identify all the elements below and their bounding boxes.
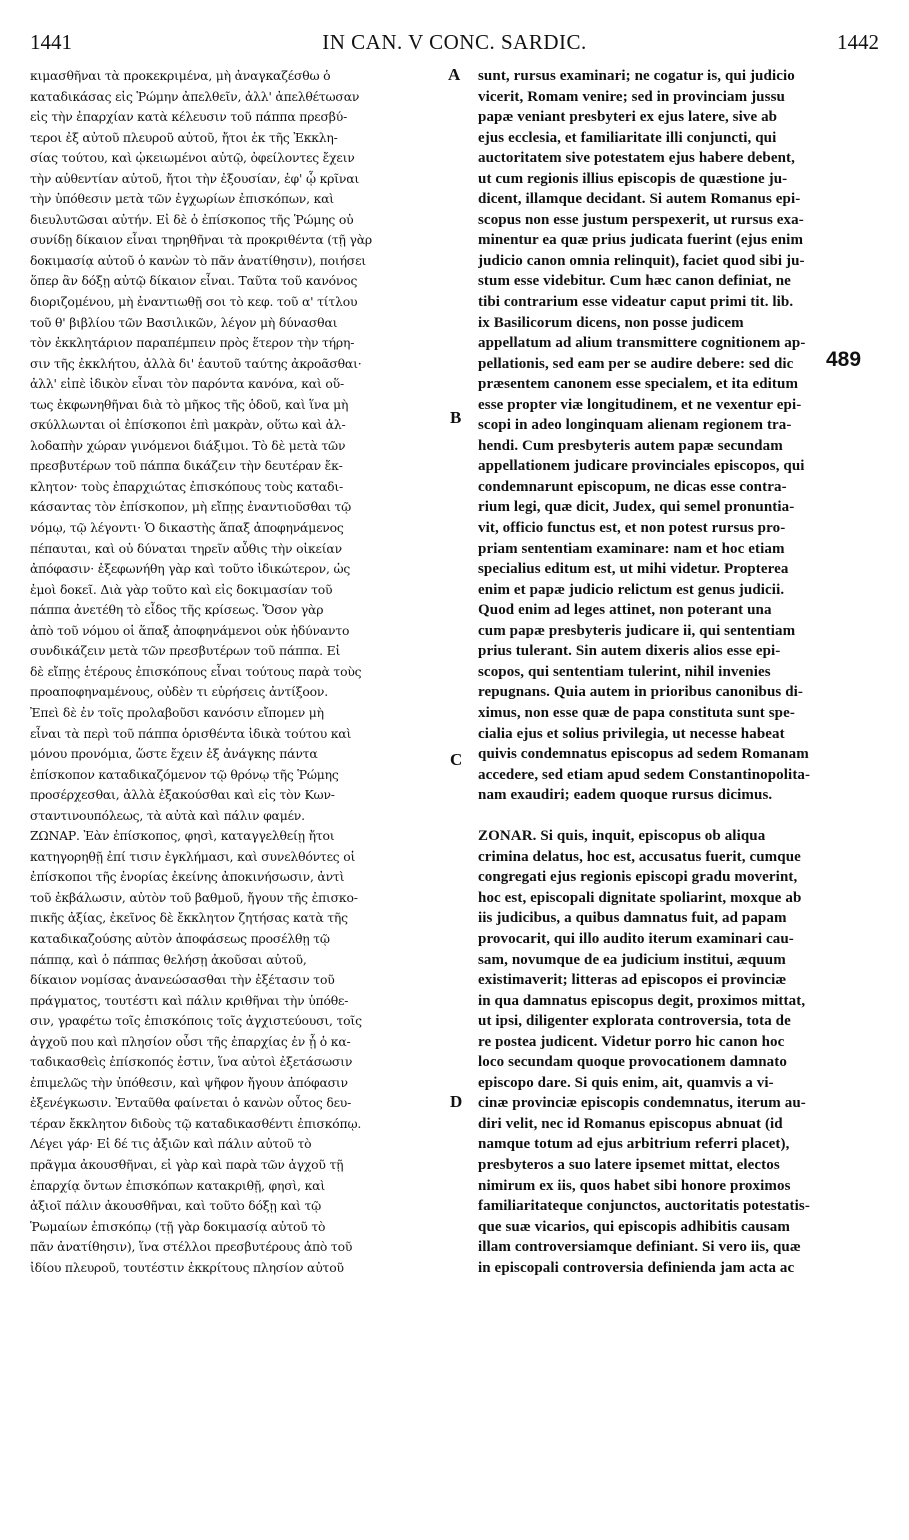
latin-text-line: Quod enim ad leges attinet, non poterant una <box>478 602 772 619</box>
latin-text-line: prius tulerant. Sin autem dixeris alios esse epi- <box>478 643 781 660</box>
latin-text-line: scopi in adeo longinquam alienam regionem tra- <box>478 417 792 434</box>
latin-text-line: appellationem judicare provinciales episcopos, qui <box>478 458 805 475</box>
greek-text-line: τὴν ὑπόθεσιν μετὰ τῶν ἐγχωρίων ἐπισκόπων, καὶ <box>30 191 334 207</box>
greek-text-line: Ῥωμαίων ἐπισκόπῳ (τῇ γὰρ δοκιμασίᾳ αὐτοῦ τὸ <box>30 1218 326 1234</box>
greek-text-line: ἐπαρχίᾳ ὄντων ἐπισκόπων κατακριθῇ, φησὶ, καὶ <box>30 1177 326 1193</box>
greek-text-line: λοδαπὴν χώραν γινόμενοι διάξιμοι. Τὸ δὲ μετὰ τῶν <box>30 437 346 453</box>
latin-text-line: tibi contrarium esse videatur caput primi tit. lib. <box>478 294 794 311</box>
greek-text-line: ἀγχοῦ που καὶ πλησίον οὖσι τῆς ἐπαρχίας ἐν ᾗ ὁ κα- <box>30 1033 351 1049</box>
greek-text-line: ἀλλ' εἰπὲ ἰδικὸν εἶναι τὸν παρόντα κανόνα, καὶ οὕ- <box>30 376 344 392</box>
latin-text-line: ix Basilicorum dicens, non posse judicem <box>478 314 744 331</box>
latin-text-line: ZONAR. Si quis, inquit, episcopus ob aliqua <box>478 828 766 845</box>
greek-text-line: τεροι ἐξ αὐτοῦ πλευροῦ αὐτοῦ, ἤτοι ἐκ τῆς Ἐκκλη- <box>30 129 338 145</box>
greek-text-line: Ἐπεὶ δὲ ἐν τοῖς προλαβοῦσι κανόσιν εἴπομεν μὴ <box>30 704 324 720</box>
greek-text-line: πέπαυται, καὶ οὐ δύναται τηρεῖν αὖθις τὴν οἰκείαν <box>30 540 342 556</box>
latin-text-line: existimaverit; litteras ad episcopos ei provinciæ <box>478 972 787 989</box>
page-number-right: 1442 <box>837 30 879 54</box>
greek-text-line: τοῦ θ' βιβλίου τῶν Βασιλικῶν, λέγον μὴ δύνασθαι <box>30 314 338 330</box>
latin-text-line: vit, officio functus est, et non potest rursus pro- <box>478 520 786 537</box>
latin-text-line: illam controversiamque definiant. Si vero iis, quæ <box>478 1239 801 1256</box>
greek-text-line: πάππᾳ, καὶ ὁ πάππας θελήσῃ ἀκοῦσαι αὐτοῦ, <box>30 951 307 967</box>
greek-text-line: σιν, γραφέτω τοῖς ἐπισκόποις τοῖς ἀγχιστεύουσι, τοῖς <box>30 1013 362 1029</box>
latin-text-line: in episcopali controversia definienda jam acta ac <box>478 1259 795 1276</box>
latin-text-line: specialius editum est, ut mihi videtur. Propterea <box>478 561 789 578</box>
greek-text-line: κλητον· τοὺς ἐπαρχιώτας ἐπισκόπους τοὺς καταδι- <box>30 478 343 494</box>
greek-text-line: εἶναι τὰ περὶ τοῦ πάππα ὁρισθέντα ἰδικὰ τούτου καὶ <box>30 725 352 741</box>
latin-text-line: cum papæ presbyteris judicare ii, qui sententiam <box>478 622 796 639</box>
greek-text-line: ἀπὸ τοῦ νόμου οἱ ἅπαξ ἀποφηνάμενοι οὐκ ἠδύναντο <box>30 622 350 638</box>
latin-text-line: pellationis, sed eam per se audire debere: sed dic <box>478 355 794 372</box>
latin-text-line: sunt, rursus examinari; ne cogatur is, qui judicio <box>478 68 795 84</box>
greek-text-line: ἐπίσκοποι τῆς ἐνορίας ἐκείνης ἀποκινήσωσιν, ἀντὶ <box>30 869 345 885</box>
running-title: IN CAN. V CONC. SARDIC. <box>322 30 587 54</box>
page-number-left: 1441 <box>30 30 72 54</box>
greek-text-line: κιμασθῆναι τὰ προκεκριμένα, μὴ ἀναγκαζέσθω ὁ <box>30 68 331 83</box>
greek-text-line: συνίδῃ δίκαιον εἶναι τηρηθῆναι τὰ προκριθέντα (τῇ γὰρ <box>30 232 372 248</box>
margin-marker-c: C <box>450 750 463 769</box>
greek-text-line: δὲ εἴπῃς ἑτέρους ἐπισκόπους εἶναι τούτους παρὰ τοὺς <box>30 663 362 679</box>
latin-text-line: repugnans. Quia autem in prioribus canonibus di- <box>478 684 804 701</box>
greek-text-line: δίκαιον νομίσας ἀνανεώσασθαι τὴν ἐξέτασιν τοῦ <box>30 972 335 988</box>
margin-marker-b: B <box>450 408 462 427</box>
greek-text-line: διοριζομένου, μὴ ἐναντιωθῇ σοι τὸ κεφ. τοῦ α' τίτλου <box>30 294 358 310</box>
latin-text-column <box>478 66 882 1516</box>
latin-text-line: minentur ea quæ prius judicata fuerint (ejus enim <box>478 232 804 249</box>
greek-text-line: κατηγορηθῇ ἐπί τισιν ἐγκλήμασι, καὶ συνελθόντες οἱ <box>30 848 356 864</box>
latin-text-line: priam sententiam examinare: nam et hoc etiam <box>478 540 785 557</box>
greek-text-line: πᾶν ἀνατίθησιν), ἵνα στέλλοι πρεσβυτέρους ἀπὸ τοῦ <box>30 1239 353 1255</box>
greek-text-line: ταδικασθεὶς ἐπίσκοπός ἐστιν, ἵνα αὐτοὶ ἐξετάσωσιν <box>30 1054 353 1070</box>
latin-text-line: dicent, illamque decidant. Si autem Romanus epi- <box>478 191 801 208</box>
greek-text-line: ὅπερ ἂν δόξῃ αὐτῷ δίκαιον εἶναι. Ταῦτα τοῦ κανόνος <box>30 273 358 289</box>
latin-text-line: re postea judicent. Videtur porro hic canon hoc <box>478 1033 785 1050</box>
latin-text-line: enim et papæ judicio relictum est genus judicii. <box>478 581 785 598</box>
greek-text-line: σκύλλωνται οἱ ἐπίσκοποι ἐπὶ μακρὰν, οὕτω καὶ ἀλ- <box>30 417 346 433</box>
latin-text-line: cialia ejus et solius privilegia, ut necesse habeat <box>478 725 785 742</box>
greek-text-line: ἐπίσκοπον καταδικαζόμενον τῷ θρόνῳ τῆς Ῥώμης <box>30 766 339 782</box>
greek-text-line: τως ἐκφωνηθῆναι διὰ τὸ μῆκος τῆς ὁδοῦ, καὶ ἵνα μὴ <box>30 396 349 412</box>
latin-text-line: crimina delatus, hoc est, accusatus fuerit, cumque <box>478 848 801 865</box>
greek-text-line: ἀξιοῖ πάλιν ἀκουσθῆναι, καὶ τοῦτο δόξῃ καὶ τῷ <box>30 1198 322 1214</box>
latin-text-line: condemnarunt episcopum, ne dicas esse contra- <box>478 478 787 495</box>
greek-text-line: δοκιμασίᾳ αὐτοῦ ὁ κανὼν τὸ πᾶν ἀνατίθησιν), ποιήσει <box>30 252 366 268</box>
latin-text-line: que suæ vicarios, qui episcopis adhibitis causam <box>478 1218 790 1235</box>
greek-text-line: πράγματος, τουτέστι καὶ πάλιν κριθῆναι τὴν ὑπόθε- <box>30 992 349 1008</box>
greek-text-line: τὸν ἐκκλητάριον παραπέμπειν πρὸς ἕτερον τὴν τήρη- <box>30 335 355 351</box>
latin-text-line: ut cum regionis illius episcopis de quæstione ju- <box>478 170 788 187</box>
latin-text-line: presbyteros a suo latere ipsemet mittat, electos <box>478 1156 780 1173</box>
latin-text-line: esse propter viæ longitudinem, et ne vexentur epi- <box>478 396 802 413</box>
latin-text-line: diri velit, nec id Romanus episcopus abnuat (id <box>478 1115 783 1132</box>
greek-text-line: συνδικάζειν μετὰ τῶν πρεσβυτέρων τοῦ πάππα. Εἰ <box>30 643 341 659</box>
latin-text-line: congregati ejus regionis episcopi gradu moverint, <box>478 869 798 886</box>
greek-text-line: διευλυτῶσαι αὐτήν. Εἰ δὲ ὁ ἐπίσκοπος τῆς Ῥώμης οὐ <box>30 211 354 227</box>
latin-text-line: nimirum ex iis, quos habet sibi honore proximos <box>478 1177 791 1194</box>
latin-text-line: ximus, non esse quæ de papa constituta sunt spe- <box>478 704 795 721</box>
greek-text-line: ἐπιμελῶς τὴν ὑπόθεσιν, καὶ ψῆφον ἤγουν ἀπόφασιν <box>30 1074 348 1090</box>
greek-text-line: τέραν ἔκκλητον διδοὺς τῷ καταδικασθέντι ἐπισκόπῳ. <box>30 1115 362 1131</box>
latin-text-line: stum esse videbitur. Cum hæc canon definiat, ne <box>478 273 791 290</box>
margin-marker-d: D <box>450 1092 463 1111</box>
greek-text-line: σίας τούτου, καὶ ᾠκειωμένοι αὐτῷ, ὀφείλοντες ἔχειν <box>30 150 355 166</box>
greek-text-line: τὴν αὐθεντίαν αὐτοῦ, ἤτοι τὴν ἐξουσίαν, ἐφ' ᾧ κρῖναι <box>30 170 360 186</box>
greek-text-line: σιν τῆς ἐκκλήτου, ἀλλὰ δι' ἑαυτοῦ ταύτης ἀκροᾶσθαι· <box>30 355 362 371</box>
greek-text-line: καταδικάσας εἰς Ῥώμην ἀπελθεῖν, ἀλλ' ἀπελθέτωσαν <box>30 88 360 104</box>
greek-text-line: προσέρχεσθαι, ἀλλὰ ἐξακούσθαι καὶ εἰς τὸν Κων- <box>30 787 335 803</box>
margin-marker-a: A <box>448 65 461 84</box>
paragraph-gap <box>478 806 882 827</box>
greek-text-line: ἰδίου πλευροῦ, τουτέστιν ἐκκρίτους πλησίον αὐτοῦ <box>30 1259 344 1275</box>
latin-text-line: iis judicibus, a quibus damnatus fuit, ad papam <box>478 910 787 927</box>
latin-text-line: appellatum ad alium transmittere cognitionem ap- <box>478 335 806 352</box>
latin-text-line: familiaritateque conjunctos, auctoritatis potestatis- <box>478 1198 810 1215</box>
greek-text-column <box>30 66 445 1516</box>
latin-text-line: accedere, sed etiam apud sedem Constantinopolita- <box>478 766 811 783</box>
latin-text-line: loco secundam quoque provocationem damnato <box>478 1054 787 1071</box>
greek-text-line: πρεσβυτέρων τοῦ πάππα δικάζειν τὴν δευτέραν ἔκ- <box>30 458 343 474</box>
margin-page-number: 489 <box>826 348 862 371</box>
greek-text-line: Λέγει γάρ· Εἰ δέ τις ἀξιῶν καὶ πάλιν αὐτοῦ τὸ <box>30 1136 312 1152</box>
latin-text-line: nam exaudiri; eadem quoque rursus dicimus. <box>478 787 773 804</box>
greek-text-line: ἐμοὶ δοκεῖ. Διὰ γὰρ τοῦτο καὶ εἰς δοκιμασίαν τοῦ <box>30 581 333 597</box>
latin-text-line: sam, novumque de ea judicium institui, æquum <box>478 951 786 968</box>
latin-text-line: præsentem canonem esse specialem, et ita editum <box>478 376 799 393</box>
latin-text-line: scopus non esse justum perspexerit, ut rursus exa- <box>478 211 804 228</box>
greek-text-line: ΖΩΝΑΡ. Ἐὰν ἐπίσκοπος, φησὶ, καταγγελθείῃ ἤτοι <box>30 828 335 844</box>
latin-text-line: cinæ provinciæ episcopis condemnatus, iterum au- <box>478 1095 806 1112</box>
greek-text-line: προαποφηναμένους, οὐδὲν τι εὑρήσεις ἀντίξοον. <box>30 684 328 700</box>
greek-text-line: ἀπόφασιν· ἐξεφωνήθη γὰρ καὶ τοῦτο ἰδικώτερον, ὡς <box>30 561 351 577</box>
latin-text-line: papæ veniant presbyteri ex ejus latere, sive ab <box>478 109 778 126</box>
latin-text-line: rium legi, quæ dicit, Judex, qui semel pronuntia- <box>478 499 795 516</box>
latin-text-line: auctoritatem sive potestatem ejus habere debent, <box>478 150 795 167</box>
greek-text-line: σταντινουπόλεως, τὰ αὐτὰ καὶ πάλιν φαμέν. <box>30 807 305 823</box>
latin-text-line: quivis condemnatus episcopus ad sedem Romanam <box>478 746 809 763</box>
latin-text-line: in qua damnatus episcopus degit, proximos mittat, <box>478 992 806 1009</box>
latin-text-line: provocarit, qui illo audito iterum examinari cau- <box>478 930 794 947</box>
latin-text-line: hendi. Cum presbyteris autem papæ secundam <box>478 437 783 454</box>
greek-text-line: τοῦ ἐκβάλωσιν, αὐτὸν τοῦ βαθμοῦ, ἤγουν τῆς ἐπισκο- <box>30 889 358 905</box>
greek-text-line: πάππα ἀνετέθη τὸ εἶδος τῆς κρίσεως. Ὅσον γὰρ <box>30 602 324 618</box>
latin-text-line: scopos, qui sententiam tulerint, nihil invenies <box>478 663 771 680</box>
latin-text-line: judicio canon omnia relinquit), faciet quod sibi ju- <box>478 252 805 269</box>
greek-text-line: νόμῳ, τῷ λέγοντι· Ὁ δικαστὴς ἅπαξ ἀποφηνάμενος <box>30 520 344 536</box>
greek-text-line: μόνου προνόμια, ὥστε ἔχειν ἐξ ἀνάγκης πάντα <box>30 746 318 762</box>
greek-text-line: καταδικαζούσης αὐτὸν ἀποφάσεως προσέλθῃ τῷ <box>30 930 330 946</box>
greek-text-line: ἐξενέγκωσιν. Ἐνταῦθα φαίνεται ὁ κανὼν οὗτος δευ- <box>30 1095 352 1111</box>
latin-text-line: hoc est, episcopali dignitate spoliarint, moxque ab <box>478 889 802 906</box>
greek-text-line: πρᾶγμα ἀκουσθῆναι, εἰ γὰρ καὶ παρὰ τῶν ἀγχοῦ τῇ <box>30 1156 344 1172</box>
latin-text-line: vicerit, Romam venire; sed in provinciam jussu <box>478 88 785 105</box>
running-header <box>30 30 879 60</box>
latin-text-line: namque totum ad ejus arbitrium referri placet), <box>478 1136 790 1153</box>
latin-text-line: episcopo dare. Si quis enim, ait, quamvis a vi- <box>478 1074 774 1091</box>
latin-text-line: ejus ecclesia, et familiaritate illi conjuncti, qui <box>478 129 777 146</box>
latin-text-line: ut ipsi, diligenter explorata controversia, tota de <box>478 1013 791 1030</box>
greek-text-line: κάσαντας τὸν ἐπίσκοπον, μὴ εἴπῃς ἐναντιοῦσθαι τῷ <box>30 499 352 515</box>
greek-text-line: πικῆς ἀξίας, ἐκεῖνος δὲ ἔκκλητον ζητήσας κατὰ τῆς <box>30 910 348 926</box>
greek-text-line: εἰς τὴν ἐπαρχίαν κατὰ κέλευσιν τοῦ πάππα πρεσβύ- <box>30 109 348 125</box>
